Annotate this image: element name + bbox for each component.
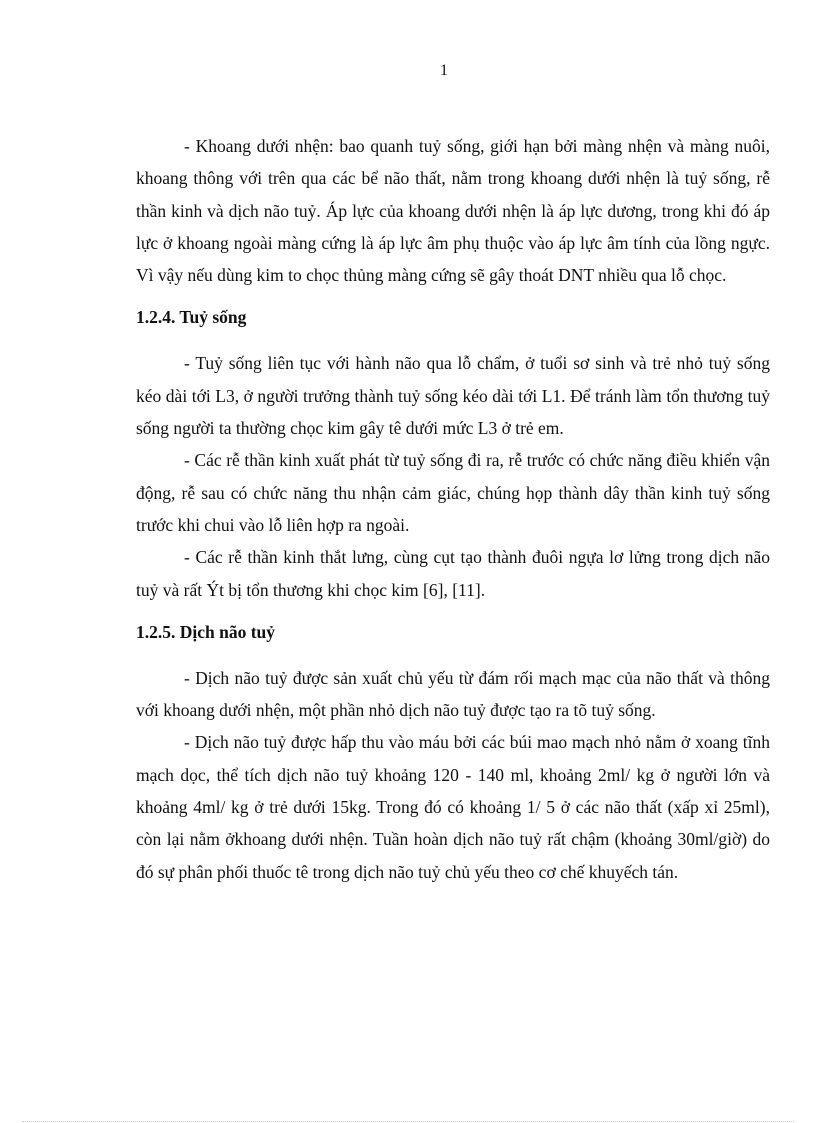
document-body <box>136 130 770 888</box>
section-heading-csf: 1.2.5. Dịch não tuỷ <box>136 621 276 642</box>
paragraph-csf-production: - Dịch não tuỷ được sản xuất chủ yếu từ đám rối mạch mạc của não thất và thông với khoang dưới nhện, một phần nhỏ dịch não tuỷ được tạo ra tõ tuỷ sống. <box>136 667 770 721</box>
page-bottom-divider <box>22 1121 794 1122</box>
paragraph-cauda-equina: - Các rễ thần kinh thắt lưng, cùng cụt tạo thành đuôi ngựa lơ lửng trong dịch não tuỷ và rất Ýt bị tổn thương khi chọc kim [6], [11]. <box>136 547 770 600</box>
paragraph-spinal-cord-length: - Tuỷ sống liên tục với hành não qua lỗ chẩm, ở tuổi sơ sinh và trẻ nhỏ tuỷ sống kéo dài tới L3, ở người trưởng thành tuỷ sống kéo dài tới L1. Để tránh làm tổn thương tuỷ sống người ta thường chọc kim gây tê dưới mức L3 ở trẻ em. <box>136 353 770 439</box>
paragraph-nerve-roots: - Các rễ thần kinh xuất phát từ tuỷ sống đi ra, rễ trước có chức năng điều khiển vận động, rễ sau có chức năng thu nhận cảm giác, chúng họp thành dây thần kinh tuỷ sống trước khi chui vào lỗ liên hợp ra ngoài. <box>136 450 770 535</box>
paragraph-subarachnoid-space: - Khoang dưới nhện: bao quanh tuỷ sống, giới hạn bởi màng nhện và màng nuôi, khoang thông với trên qua các bể não thất, nằm trong khoang dưới nhện là tuỷ sống, rễ thần kinh và dịch não tuỷ. Áp lực của khoang dưới nhện là áp lực dương, trong khi đó áp lực ở khoang ngoài màng cứng là áp lực âm phụ thuộc vào áp lực âm tính của lồng ngực. Vì vậy nếu dùng kim to chọc thủng màng cứng sẽ gây thoát DNT nhiều qua lỗ chọc. <box>136 136 770 286</box>
paragraph-csf-absorption: - Dịch não tuỷ được hấp thu vào máu bởi các búi mao mạch nhỏ nằm ở xoang tĩnh mạch dọc, thể tích dịch não tuỷ khoảng 120 - 140 ml, khoảng 2ml/ kg ở người lớn và khoảng 4ml/ kg ở trẻ dưới 15kg. Trong đó có khoảng 1/ 5 ở các não thất (xấp xỉ 25ml), còn lại nằm ởkhoang dưới nhện. Tuần hoàn dịch não tuỷ rất chậm (khoảng 30ml/giờ) do đó sự phân phối thuốc tê trong dịch não tuỷ chủ yếu theo cơ chế khuyếch tán. <box>136 732 770 882</box>
section-heading-spinal-cord: 1.2.4. Tuỷ sống <box>136 307 247 328</box>
page-number: 1 <box>440 62 448 79</box>
